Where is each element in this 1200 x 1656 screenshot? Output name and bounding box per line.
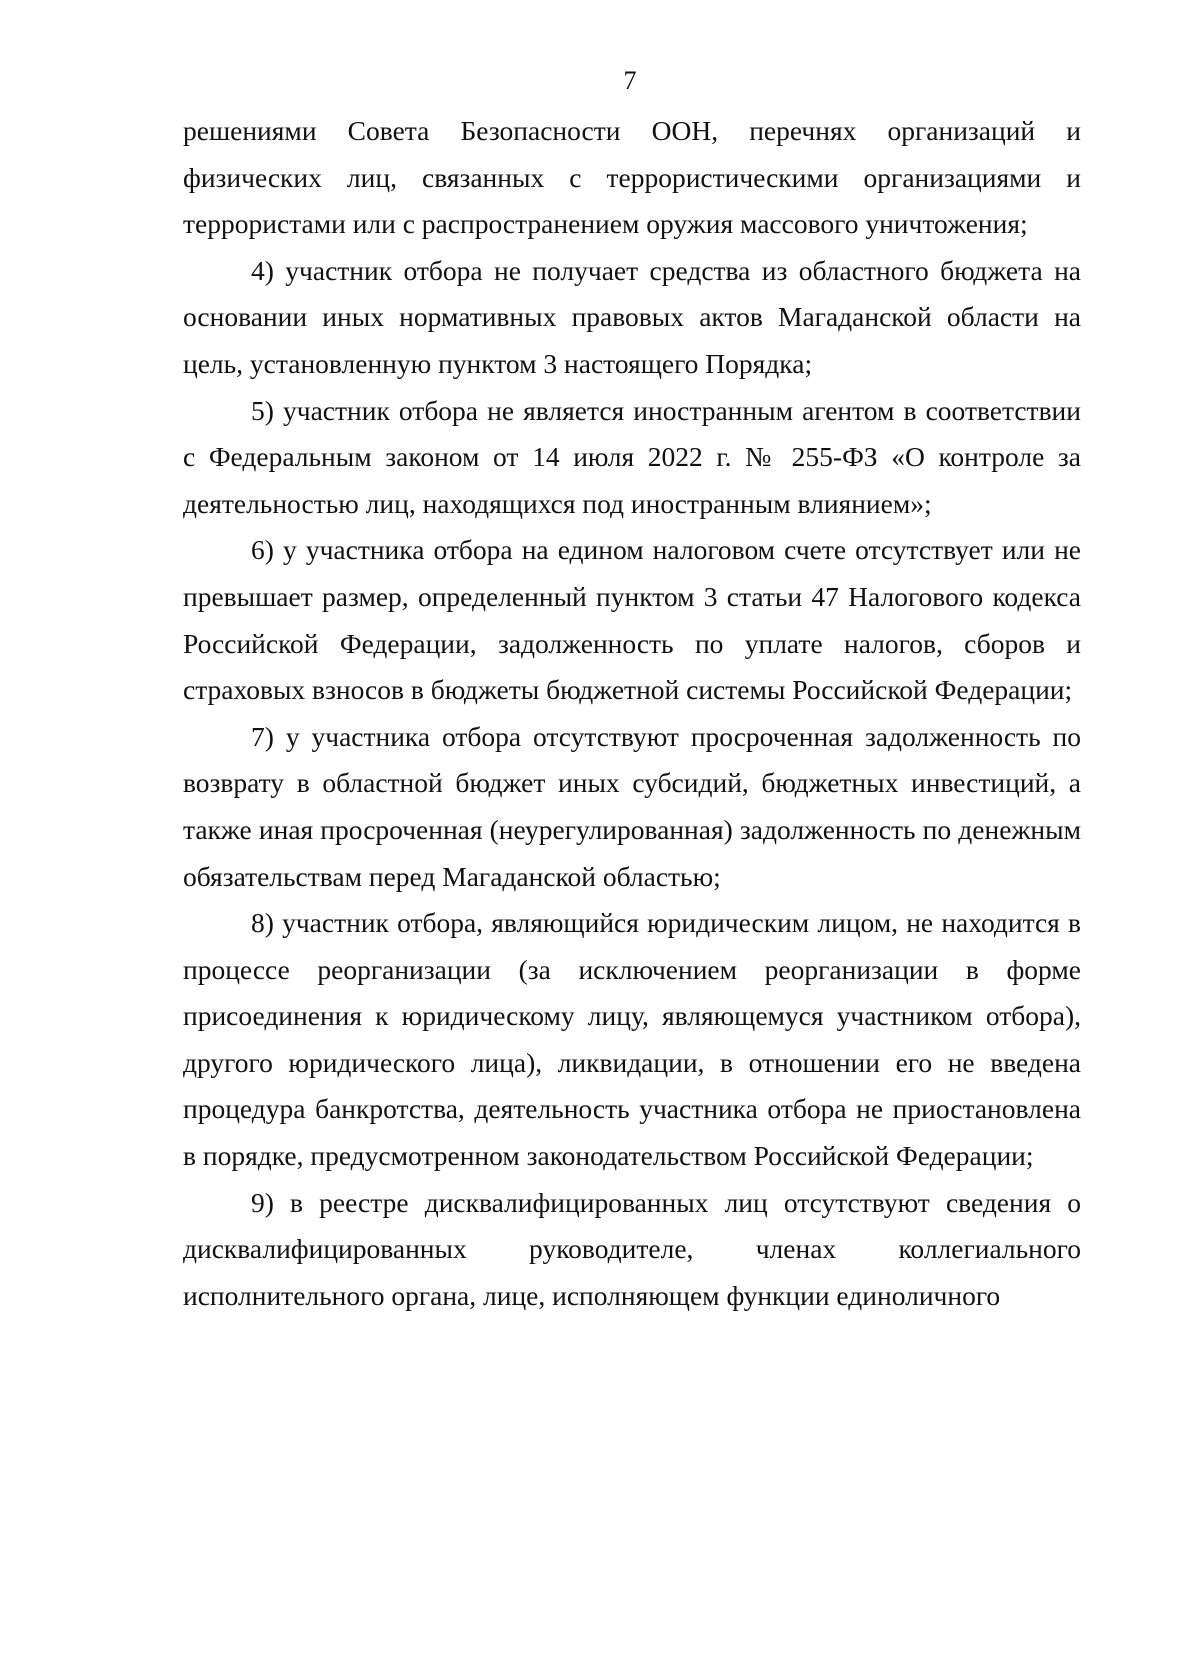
paragraph-item-5: 5) участник отбора не является иностранным агентом в соответствии с Федеральным законом от 14 июля 2022 г. № 255-ФЗ «О контроле за деятельностью лиц, находящихся под иностранным влиянием»; [183,394,1081,519]
paragraph-item-7: 7) у участника отбора отсутствуют просроченная задолженность по возврату в областной бюджет иных субсидий, бюджетных инвестиций, а также иная просроченная (неурегулированная) задолженность по денежным обязательствам перед Магаданской областью; [183,720,1081,892]
paragraph-item-8: 8) участник отбора, являющийся юридическим лицом, не находится в процессе реорганизации (за исключением реорганизации в форме присоединения к юридическому лицу, являющемуся участником отбора), другого юридического лица), ликвидации, в отношении его не введена процедура банкротства, деятельность участника отбора не приостановлена в порядке, предусмотренном законодательством Российской Федерации; [183,907,1081,1172]
paragraph-item-4: 4) участник отбора не получает средства из областного бюджета на основании иных нормативных правовых актов Магаданской области на цель, установленную пунктом 3 настоящего Порядка; [183,254,1081,379]
page-number: 7 [623,66,637,95]
paragraph-item-9: 9) в реестре дисквалифицированных лиц отсутствуют сведения о дисквалифицированных руководителе, членах коллегиального исполнительного органа, лице, исполняющем функции единоличного [183,1186,1081,1311]
paragraph-item-6: 6) у участника отбора на едином налоговом счете отсутствует или не превышает размер, определенный пунктом 3 статьи 47 Налогового кодекса Российской Федерации, задолженность по уплате налогов, сборов и страховых взносов в бюджеты бюджетной системы Российской Федерации; [183,534,1081,706]
paragraph-continuation: решениями Совета Безопасности ООН, перечнях организаций и физических лиц, связанных с террористическими организациями и террористами или с распространением оружия массового уничтожения; [183,115,1081,240]
document-body [183,108,1081,1319]
